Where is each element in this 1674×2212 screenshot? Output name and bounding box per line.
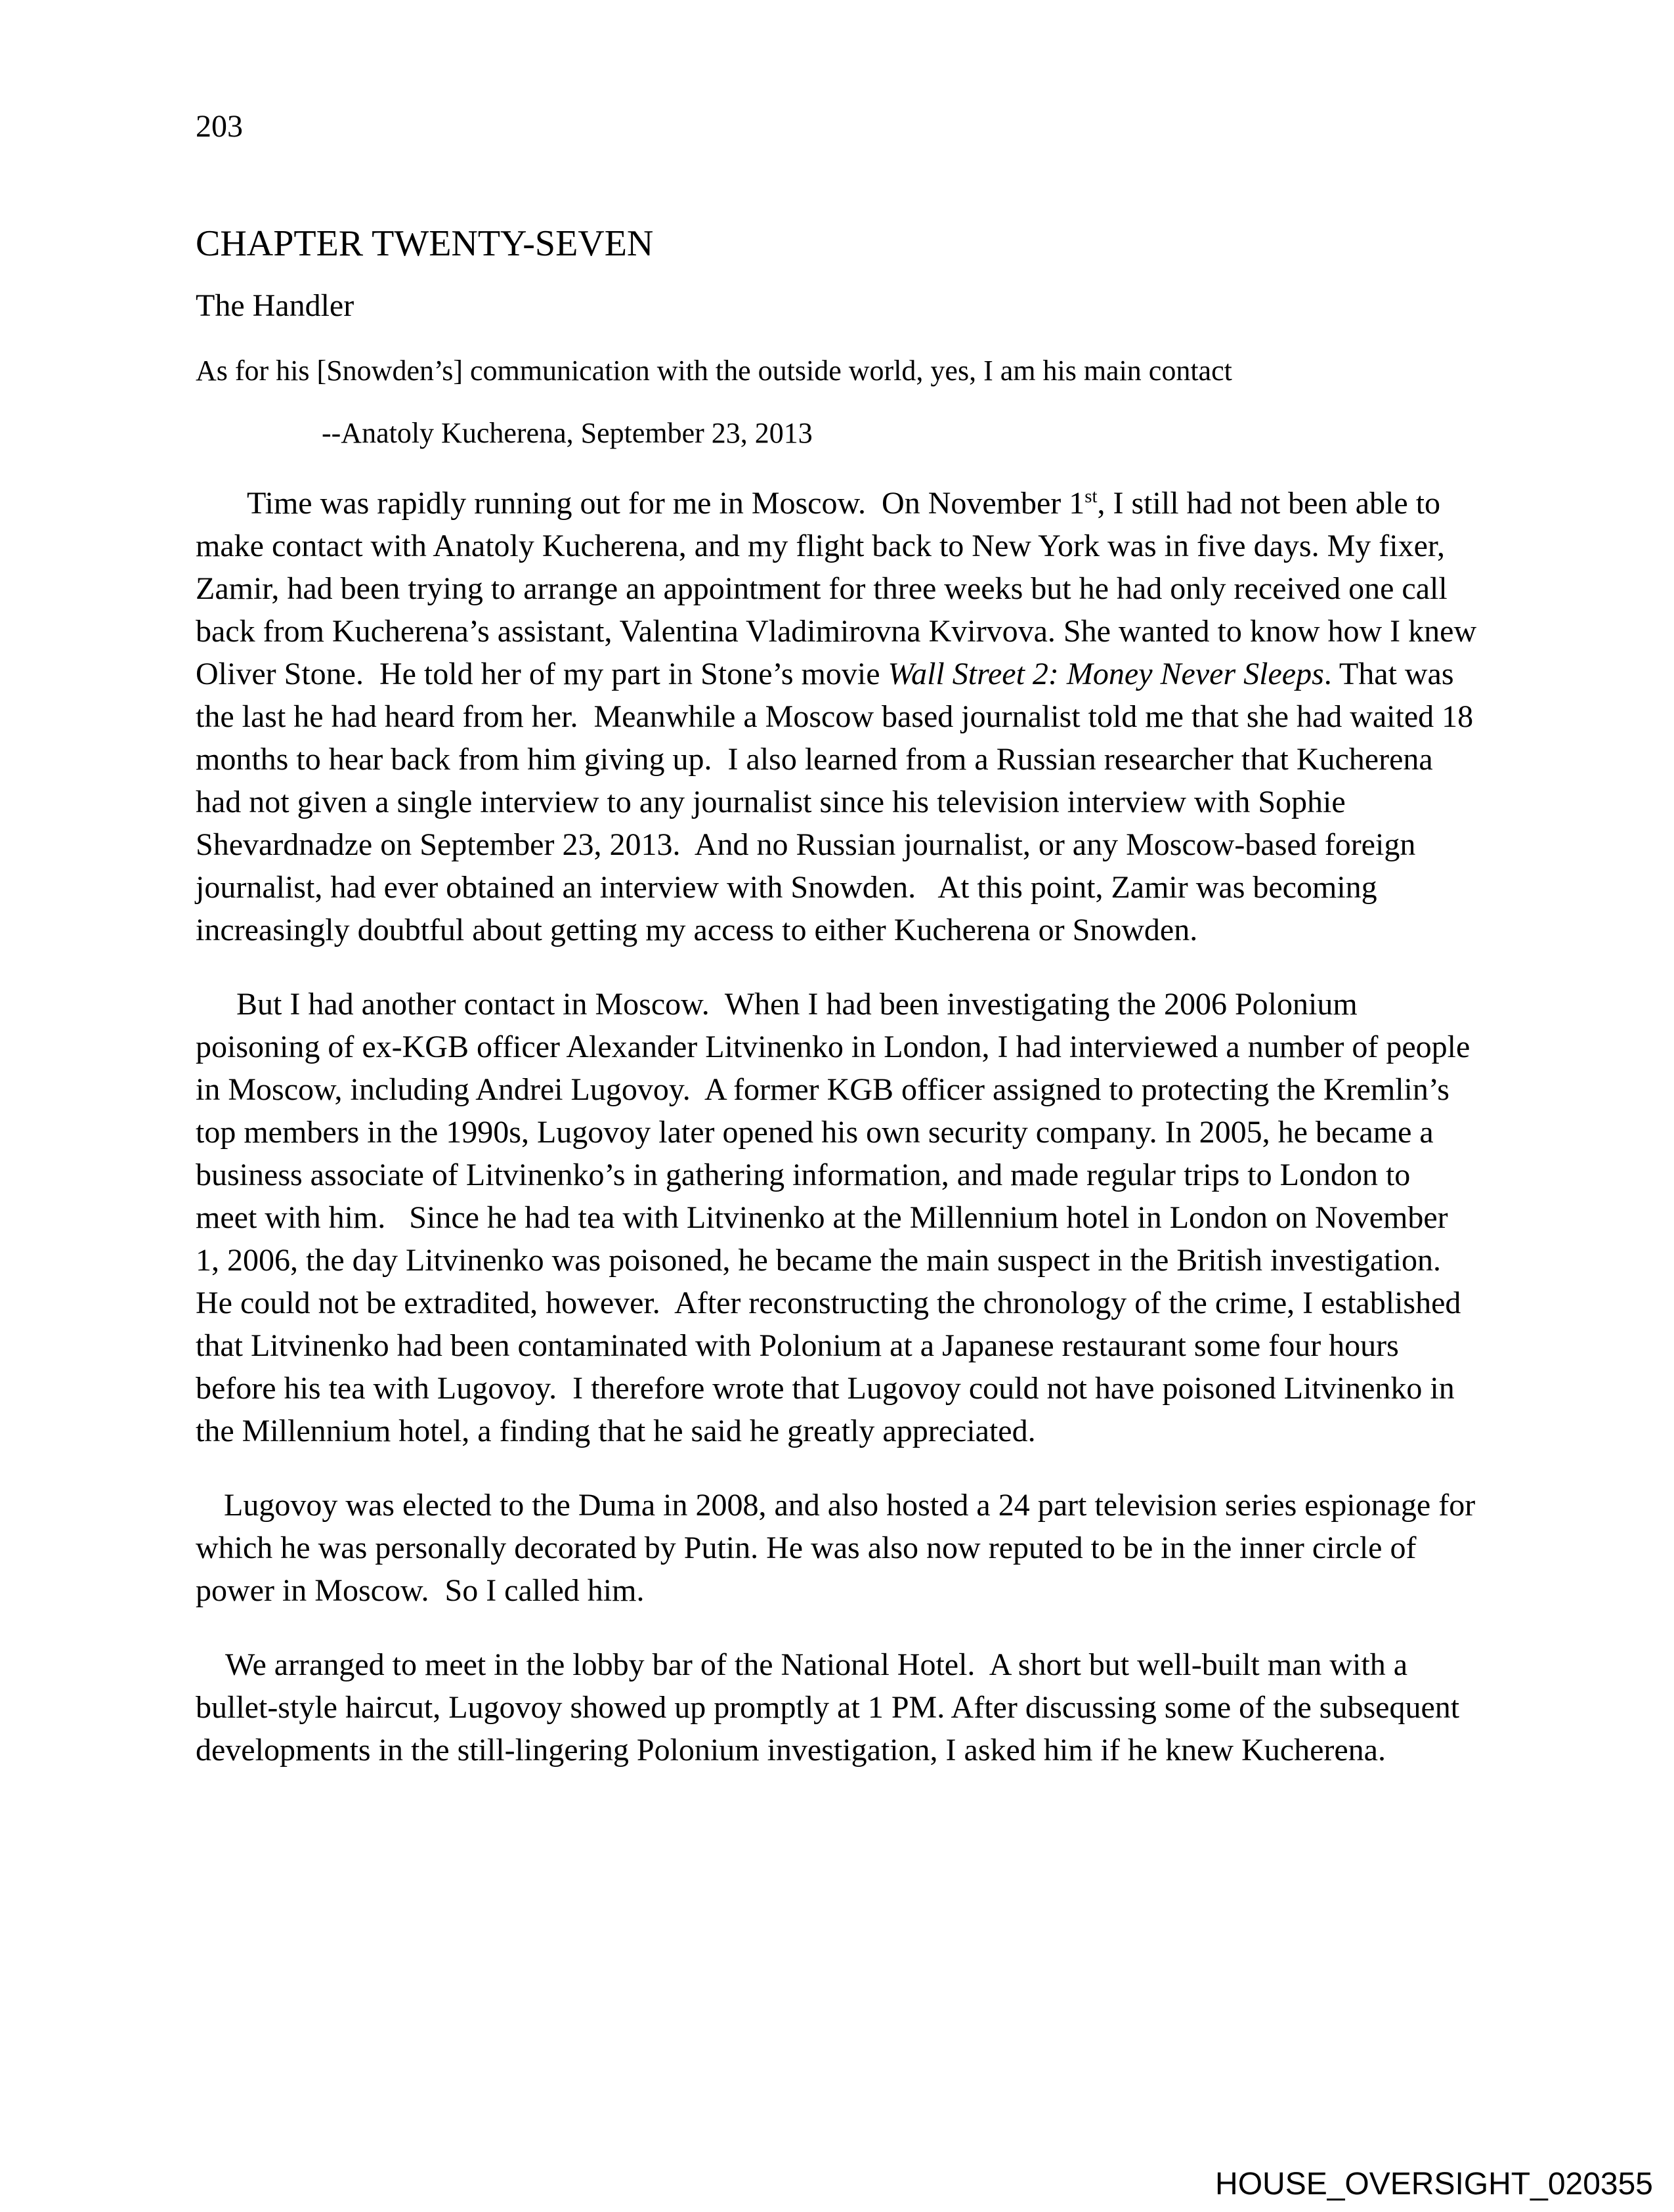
chapter-heading: CHAPTER TWENTY-SEVEN bbox=[196, 223, 654, 264]
paragraph-1-text-start: Time was rapidly running out for me in Moscow. On November 1 bbox=[247, 486, 1085, 521]
epigraph-attribution: --Anatoly Kucherena, September 23, 2013 bbox=[322, 417, 813, 449]
paragraph-1-text-end: . That was the last he had heard from her. Meanwhile a Moscow based journalist told me that she had waited 18 months to hear back from him giving up. I also learned from a Russian researcher that Kucherena had not given a single interview to any journalist since his television interview with Sophie Shevardnadze on September 23, 2013. And no Russian journalist, or any Moscow-based foreign journalist, had ever obtained an interview with Snowden. At this point, Zamir was becoming increasingly doubtful about getting my access to either Kucherena or Snowden. bbox=[196, 657, 1482, 947]
paragraph-1-text-middle: , I still had not been able to make contact with Anatoly Kucherena, and my flight back to New York was in five days. My fixer, Zamir, had been trying to arrange an appointment for three weeks but he had only received one call back from Kucherena’s assistant, Valentina Vladimirovna Kvirvova. She wanted to know how I knew Oliver Stone. He told her of my part in Stone’s movie bbox=[196, 486, 1485, 691]
epigraph-quote: As for his [Snowden’s] communication with the outside world, yes, I am his main contact bbox=[196, 355, 1232, 387]
paragraph-4: We arranged to meet in the lobby bar of the National Hotel. A short but well-built man with a bullet-style haircut, Lugovoy showed up promptly at 1 PM. After discussing some of the subsequent developments in the still-lingering Polonium investigation, I asked him if he knew Kucherena. bbox=[196, 1647, 1468, 1767]
paragraph-3: Lugovoy was elected to the Duma in 2008, and also hosted a 24 part television series espionage for which he was personally decorated by Putin. He was also now reputed to be in the inner circle of power in Moscow. So I called him. bbox=[196, 1488, 1484, 1608]
movie-title-italic: Wall Street 2: Money Never Sleeps bbox=[888, 657, 1324, 691]
chapter-title: The Handler bbox=[196, 288, 354, 323]
page-number: 203 bbox=[196, 109, 243, 144]
paragraph-1 bbox=[196, 482, 1485, 951]
bates-stamp: HOUSE_OVERSIGHT_020355 bbox=[1215, 2167, 1653, 2201]
paragraph-2: But I had another contact in Moscow. When I had been investigating the 2006 Polonium poisoning of ex-KGB officer Alexander Litvinenko in London, I had interviewed a number of people in Moscow, including Andrei Lugovoy. A former KGB officer assigned to protecting the Kremlin’s top members in the 1990s, Lugovoy later opened his own security company. In 2005, he became a business associate of Litvinenko’s in gathering information, and made regular trips to London to meet with him. Since he had tea with Litvinenko at the Millennium hotel in London on November 1, 2006, the day Litvinenko was poisoned, he became the main suspect in the British investigation. He could not be extradited, however. After reconstructing the chronology of the crime, I established that Litvinenko had been contaminated with Polonium at a Japanese restaurant some four hours before his tea with Lugovoy. I therefore wrote that Lugovoy could not have poisoned Litvinenko in the Millennium hotel, a finding that he said he greatly appreciated. bbox=[196, 987, 1478, 1448]
ordinal-superscript: st bbox=[1084, 486, 1098, 507]
